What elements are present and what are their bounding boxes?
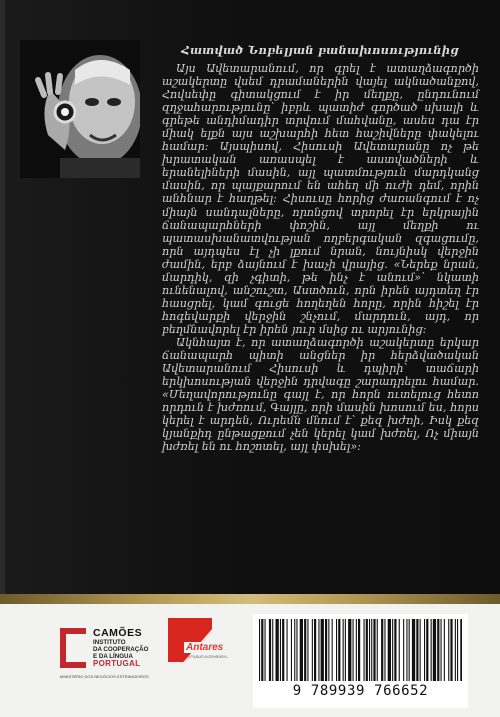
barcode-bar: [318, 619, 319, 681]
barcode-bar: [321, 619, 324, 681]
barcode-bar: [437, 619, 439, 681]
barcode-bar: [412, 619, 415, 681]
isbn-number: 9 789939 766652: [292, 683, 429, 699]
barcode-bar: [358, 619, 360, 681]
barcode-bar: [426, 619, 428, 681]
camoes-wordmark: CAMÕES INSTITUTO DA COOPERAÇÃO E DA LÍNGUA PORTUGAL: [93, 627, 149, 668]
barcode-bar: [343, 619, 344, 681]
barcode-bar: [336, 619, 337, 681]
barcode-bar: [406, 619, 407, 681]
barcode-bar: [269, 619, 271, 681]
camoes-c-icon: [60, 628, 86, 668]
barcode-bar: [416, 619, 418, 681]
barcode-bar: [291, 619, 292, 681]
barcode-bar: [348, 619, 351, 681]
barcode-bar: [261, 619, 263, 681]
barcode-bar: [353, 619, 354, 681]
barcode-bar: [403, 619, 404, 681]
barcode-bar: [265, 619, 266, 681]
barcode-bar: [377, 619, 378, 681]
barcode-bar: [364, 619, 365, 681]
camoes-logo: [60, 627, 160, 679]
barcode-bar: [282, 619, 284, 681]
ministry-label: MINISTÉRIO DOS NEGÓCIOS ESTRANGEIROS: [60, 674, 149, 679]
barcode-bar: [420, 619, 421, 681]
barcode-bar: [381, 619, 383, 681]
barcode-bar: [259, 619, 260, 681]
barcode-bar: [314, 619, 316, 681]
barcode-bar: [294, 619, 295, 681]
barcode-bar: [388, 619, 391, 681]
barcode-bar: [448, 619, 449, 681]
barcode-bar: [431, 619, 432, 681]
barcode-bar: [441, 619, 442, 681]
barcode-bar: [394, 619, 396, 681]
barcode-bar: [366, 619, 368, 681]
barcode-bar: [356, 619, 357, 681]
barcode-bar: [424, 619, 425, 681]
barcode-bar: [460, 619, 462, 681]
barcode-bar: [373, 619, 375, 681]
barcode-bar: [332, 619, 333, 681]
barcode-bar: [312, 619, 313, 681]
paragraph: Ակնհայտ է, որ ատաղձագործի աշակերտը երկար ճանապարհ պիտի անցներ իր հերձվածական Ավետարանում Հիսուսի և դպիրի՝ տաճարի երկխոսության վերջին դրվագը շարադրելու համար. «Մեղավորությունը գայլ է, որ հորն ուտելուց հետո որդուն է խժռում, Գայլը, որի մասին խոսում ես, հորս կերել է արդեն, Ուրեմն մնում է՝ քեզ խժռի, Իսկ քեզ կյանքիդ ընթացքում չեն կերել կամ խժռել, Ոչ միայն խժռել են ու հոշոտել, այլ փսխել»:: [162, 335, 479, 454]
barcode-bar: [287, 619, 288, 681]
excerpt-text: [162, 62, 479, 453]
barcode-bar: [433, 619, 436, 681]
barcode-bar: [300, 619, 303, 681]
antares-wordmark: Antares: [186, 642, 224, 653]
antares-logo: [168, 618, 230, 668]
barcode-bar: [345, 619, 346, 681]
barcode-bar: [272, 619, 273, 681]
barcode-bar: [384, 619, 385, 681]
barcode-bar: [325, 619, 327, 681]
antares-subtitle: ՀՐԱՏԱՐԱԿՉՈՒԹՅՈՒՆ: [188, 655, 228, 659]
barcode-bars: [259, 619, 462, 681]
gold-divider: [0, 594, 500, 604]
barcode-bar: [280, 619, 281, 681]
paragraph: Այս Ավետարանում, որ գրել է ատաղձագործի աշակերտը վսեմ դրամաներին վայել ակնածանքով, Հովսեփը գիտակցում է իր մեղքը, ընդունում զղջահարությունը՝ իբրև պատիժ գործած սխալի և գրեթե անդիմադիր տրվում մահվանը, ասես դա էր միակ ելքն այս աշխարհի հետ հաշիվները փակելու համար: Այսպիսով, Հիսուսի Ավետարանը ոչ թե խրատական առասպել է աստվածների և երանելիների մասին, այլ պատմություն մարդկանց մասին, որ պայքարում են ահեղ մի ուժի դեմ, որին անհնար է հաղթել: Հիսուսը հորից ժառանգում է ոչ միայն սանդալները, որոնցով տրորել էր երկրային ճանապարհների փոշին, այլ մեղքի ու պատասխանատվության ողբերգական զգացումը, որն այդպես էլ չի լքում նրան, նույնիսկ վերջին ժամին, երբ ձայնում է խաչի վրայից. «Ներեք նրան, մարդիկ, զի չգիտի, թե ինչ է անում»՝ նկատի ունենալով, անշուշտ, Աստծուն, որն իրեն այդտեղ էր հասցրել, կամ գուցե հողեղեն հորը, որին հիշել էր հոգեվարքի վերջին շնչում, մարդուն, այդ, որ բեղմնավորել էր իրեն յուր մսից ու արյունից:: [162, 62, 479, 336]
isbn-barcode: [253, 614, 468, 708]
barcode-bar: [371, 619, 372, 681]
barcode-bar: [338, 619, 340, 681]
barcode-bar: [276, 619, 279, 681]
barcode-bar: [455, 619, 456, 681]
barcode-bar: [409, 619, 410, 681]
barcode-bar: [304, 619, 306, 681]
quote-title: Հատված Նոբելյան բանախոսությունից: [181, 43, 459, 57]
barcode-bar: [296, 619, 297, 681]
barcode-bar: [328, 619, 329, 681]
author-photo: [20, 40, 140, 178]
barcode-bar: [392, 619, 393, 681]
barcode-bar: [307, 619, 308, 681]
barcode-bar: [444, 619, 445, 681]
barcode-bar: [399, 619, 400, 681]
barcode-bar: [369, 619, 370, 681]
barcode-bar: [457, 619, 458, 681]
author-portrait-image: [20, 40, 140, 178]
barcode-bar: [450, 619, 452, 681]
